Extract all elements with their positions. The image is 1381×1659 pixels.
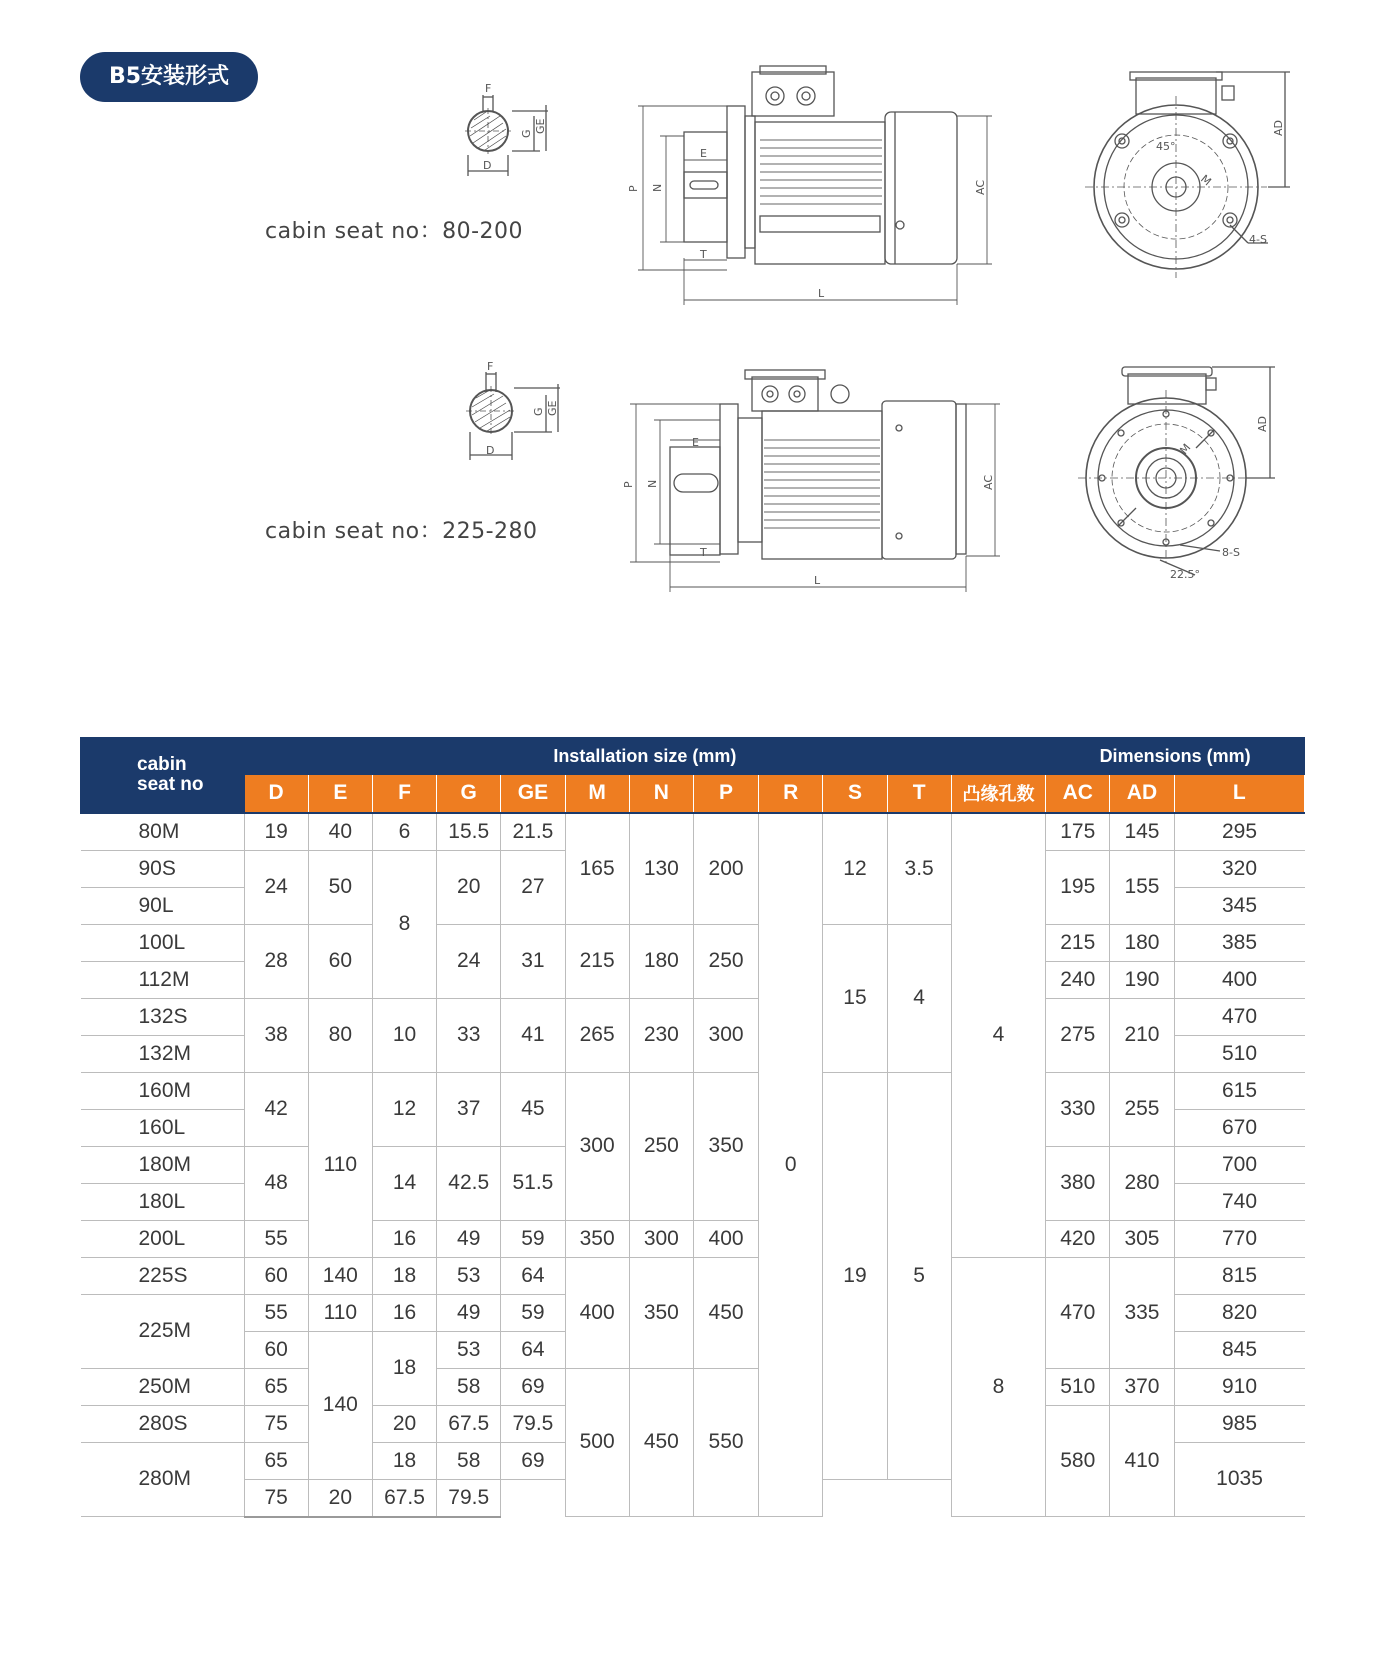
motor-fins-1: [760, 140, 882, 204]
cell-AC: 580: [1046, 1405, 1110, 1517]
cell-S: 15: [823, 924, 887, 1072]
model-132M: 132M: [81, 1035, 245, 1072]
cell-AD: 180: [1110, 924, 1174, 961]
label-M-1: M: [1198, 172, 1214, 189]
cell-G: 58: [437, 1442, 501, 1479]
col-header-F: F: [372, 775, 436, 813]
cell-M: 400: [565, 1257, 629, 1368]
cell-GE: 69: [501, 1442, 565, 1479]
cell-P: 450: [693, 1257, 758, 1368]
cell-GE: 31: [501, 924, 565, 998]
cell-F: 14: [372, 1146, 436, 1220]
label-D-1: D: [483, 159, 492, 172]
label-P-2: P: [622, 481, 635, 488]
cell-F: 10: [372, 998, 436, 1072]
cell-L: 385: [1174, 924, 1304, 961]
dimension-table: [80, 737, 1305, 1518]
label-GE-1: GE: [534, 118, 547, 134]
motor-front-view-1: [1085, 72, 1290, 278]
cell-GE: 45: [501, 1072, 565, 1146]
model-column-header: cabin seat no: [81, 738, 245, 813]
cell-G: 15.5: [437, 813, 501, 851]
caption-drawing-1: cabin seat no：80-200: [265, 219, 524, 244]
cell-AC: 420: [1046, 1220, 1110, 1257]
cell-GE: 59: [501, 1294, 565, 1331]
model-225S: 225S: [81, 1257, 245, 1294]
label-holes-1: 4-S: [1249, 233, 1267, 246]
col-header-N: N: [629, 775, 693, 813]
motor-fins-2: [764, 440, 880, 528]
col-header-AD: AD: [1110, 775, 1174, 813]
cell-D: 55: [244, 1220, 308, 1257]
cell-P: 550: [693, 1368, 758, 1517]
model-280M: 280M: [81, 1442, 245, 1517]
cell-M: 350: [565, 1220, 629, 1257]
cell-N: 130: [629, 813, 693, 925]
caption-drawing-2: cabin seat no：225-280: [265, 519, 538, 544]
label-D-2: D: [486, 444, 495, 457]
col-header-GE: GE: [501, 775, 565, 813]
cell-G: 37: [437, 1072, 501, 1146]
label-G-1: G: [520, 129, 533, 138]
cell-D: 38: [244, 998, 308, 1072]
cell-D: 75: [244, 1479, 308, 1517]
label-holes-2: 8-S: [1222, 546, 1240, 559]
col-header-R: R: [759, 775, 823, 813]
cell-T: 3.5: [887, 813, 951, 925]
model-250M: 250M: [81, 1368, 245, 1405]
cell-D: 75: [244, 1405, 308, 1442]
cell-L: 910: [1174, 1368, 1304, 1405]
cell-D: 24: [244, 850, 308, 924]
label-F-2: F: [487, 360, 494, 373]
cell-N: 450: [629, 1368, 693, 1517]
cell-D: 60: [244, 1331, 308, 1368]
cell-F: 16: [372, 1294, 436, 1331]
label-L-2: L: [814, 574, 821, 587]
cell-M: 300: [565, 1072, 629, 1220]
dimension-lines-2: [630, 404, 1000, 592]
label-AD-2: AD: [1256, 416, 1269, 432]
cell-AD: 280: [1110, 1146, 1174, 1220]
cell-T: 5: [887, 1072, 951, 1479]
cell-D: 55: [244, 1294, 308, 1331]
cell-M: 215: [565, 924, 629, 998]
cell-GE: 64: [501, 1331, 565, 1368]
cell-GE: 79.5: [437, 1479, 501, 1517]
cell-L: 845: [1174, 1331, 1304, 1368]
cell-N: 230: [629, 998, 693, 1072]
cell-AC: 215: [1046, 924, 1110, 961]
cell-L: 770: [1174, 1220, 1304, 1257]
cell-AC: 175: [1046, 813, 1110, 851]
cell-AC: 330: [1046, 1072, 1110, 1146]
cell-P: 350: [693, 1072, 758, 1220]
cell-N: 180: [629, 924, 693, 998]
cell-F: 6: [372, 813, 436, 851]
cell-D: 65: [244, 1442, 308, 1479]
cell-L: 400: [1174, 961, 1304, 998]
cell-AD: 335: [1110, 1257, 1174, 1368]
cell-G: 24: [437, 924, 501, 998]
cell-AD: 410: [1110, 1405, 1174, 1517]
label-AD-1: AD: [1272, 120, 1285, 136]
cell-G: 53: [437, 1331, 501, 1368]
cell-GE: 79.5: [501, 1405, 565, 1442]
cell-GE: 69: [501, 1368, 565, 1405]
cell-F: 18: [372, 1257, 436, 1294]
cell-AC: 195: [1046, 850, 1110, 924]
cell-T: 4: [887, 924, 951, 1072]
col-header-E: E: [308, 775, 372, 813]
label-T-1: T: [700, 248, 707, 261]
model-80M: 80M: [81, 813, 245, 851]
cell-AC: 275: [1046, 998, 1110, 1072]
col-header-G: G: [437, 775, 501, 813]
label-L-1: L: [818, 287, 825, 300]
model-280S: 280S: [81, 1405, 245, 1442]
model-225M: 225M: [81, 1294, 245, 1368]
label-E-2: E: [692, 436, 699, 449]
label-angle-2: 22.5°: [1170, 568, 1200, 581]
cell-S: 19: [823, 1072, 887, 1479]
cell-F: 18: [372, 1331, 436, 1405]
label-F-1: F: [485, 82, 492, 95]
motor-side-view-1: [684, 66, 957, 264]
mounting-type-badge: B5安装形式: [80, 52, 258, 102]
model-180M: 180M: [81, 1146, 245, 1183]
cell-E: 40: [308, 813, 372, 851]
cell-F: 12: [372, 1072, 436, 1146]
cell-L: 670: [1174, 1109, 1304, 1146]
model-132S: 132S: [81, 998, 245, 1035]
label-G-2: G: [532, 407, 545, 416]
cell-D: 65: [244, 1368, 308, 1405]
cell-D: 48: [244, 1146, 308, 1220]
cell-GE: 27: [501, 850, 565, 924]
model-90L: 90L: [81, 887, 245, 924]
label-N-2: N: [646, 479, 659, 488]
cell-L: 740: [1174, 1183, 1304, 1220]
cell-M: 500: [565, 1368, 629, 1517]
shaft-section-1: [465, 95, 548, 176]
cell-F: 20: [372, 1405, 436, 1442]
label-P-1: P: [627, 185, 640, 192]
cell-G: 33: [437, 998, 501, 1072]
label-AC-2: AC: [982, 474, 995, 490]
cell-P: 200: [693, 813, 758, 925]
cell-E: 60: [308, 924, 372, 998]
cell-R: 0: [759, 813, 823, 1517]
cell-E: 110: [308, 1072, 372, 1257]
col-header-S: S: [823, 775, 887, 813]
technical-drawings: [0, 0, 1381, 640]
model-200L: 200L: [81, 1220, 245, 1257]
col-header-flange-holes: 凸缘孔数: [951, 775, 1045, 813]
cell-AC: 510: [1046, 1368, 1110, 1405]
cell-F: 18: [372, 1442, 436, 1479]
model-180L: 180L: [81, 1183, 245, 1220]
col-header-P: P: [693, 775, 758, 813]
col-header-D: D: [244, 775, 308, 813]
cell-S: 12: [823, 813, 887, 925]
cell-flange-holes: 4: [951, 813, 1045, 1258]
cell-G: 20: [437, 850, 501, 924]
model-90S: 90S: [81, 850, 245, 887]
cell-D: 28: [244, 924, 308, 998]
cell-F: 16: [372, 1220, 436, 1257]
cell-N: 300: [629, 1220, 693, 1257]
dimensions-header: Dimensions (mm): [1046, 738, 1305, 775]
col-header-AC: AC: [1046, 775, 1110, 813]
cell-L: 615: [1174, 1072, 1304, 1109]
label-AC-1: AC: [974, 179, 987, 195]
cell-P: 250: [693, 924, 758, 998]
cell-AD: 145: [1110, 813, 1174, 851]
cell-flange-holes: 8: [951, 1257, 1045, 1517]
label-E-1: E: [700, 147, 707, 160]
cell-AC: 470: [1046, 1257, 1110, 1368]
cell-E: 50: [308, 850, 372, 924]
cell-GE: 21.5: [501, 813, 565, 851]
cell-G: 42.5: [437, 1146, 501, 1220]
cell-GE: 64: [501, 1257, 565, 1294]
cell-L: 470: [1174, 998, 1304, 1035]
cell-AD: 190: [1110, 961, 1174, 998]
cell-G: 49: [437, 1220, 501, 1257]
cell-G: 53: [437, 1257, 501, 1294]
cell-N: 250: [629, 1072, 693, 1220]
cell-AD: 305: [1110, 1220, 1174, 1257]
cell-E: 140: [308, 1331, 372, 1479]
cell-L: 510: [1174, 1035, 1304, 1072]
model-100L: 100L: [81, 924, 245, 961]
model-160L: 160L: [81, 1109, 245, 1146]
cell-L: 985: [1174, 1405, 1304, 1442]
cell-L: 320: [1174, 850, 1304, 887]
model-112M: 112M: [81, 961, 245, 998]
dimension-lines-1: [638, 106, 992, 305]
cell-AD: 155: [1110, 850, 1174, 924]
cell-F: 8: [372, 850, 436, 998]
col-header-T: T: [887, 775, 951, 813]
label-N-1: N: [651, 183, 664, 192]
motor-front-view-2: [1078, 367, 1275, 575]
cell-P: 400: [693, 1220, 758, 1257]
cell-F: 20: [308, 1479, 372, 1517]
cell-L: 295: [1174, 813, 1304, 851]
col-header-M: M: [565, 775, 629, 813]
installation-size-header: Installation size (mm): [244, 738, 1046, 775]
cell-M: 165: [565, 813, 629, 925]
label-M-2: M: [1177, 441, 1194, 457]
cell-E: 110: [308, 1294, 372, 1331]
cell-G: 67.5: [372, 1479, 436, 1517]
cell-D: 19: [244, 813, 308, 851]
cell-D: 42: [244, 1072, 308, 1146]
cell-L: 1035: [1174, 1442, 1304, 1517]
cell-L: 820: [1174, 1294, 1304, 1331]
label-T-2: T: [700, 546, 707, 559]
label-angle-1: 45°: [1156, 140, 1176, 153]
model-160M: 160M: [81, 1072, 245, 1109]
cell-P: 300: [693, 998, 758, 1072]
cell-L: 815: [1174, 1257, 1304, 1294]
cell-G: 58: [437, 1368, 501, 1405]
cell-M: 265: [565, 998, 629, 1072]
cell-GE: 51.5: [501, 1146, 565, 1220]
cell-G: 49: [437, 1294, 501, 1331]
cell-D: 60: [244, 1257, 308, 1294]
label-GE-2: GE: [546, 400, 559, 416]
cell-L: 700: [1174, 1146, 1304, 1183]
cell-GE: 59: [501, 1220, 565, 1257]
col-header-L: L: [1174, 775, 1304, 813]
cell-AC: 240: [1046, 961, 1110, 998]
cell-GE: 41: [501, 998, 565, 1072]
cell-N: 350: [629, 1257, 693, 1368]
cell-E: 80: [308, 998, 372, 1072]
cell-AC: 380: [1046, 1146, 1110, 1220]
cell-L: 345: [1174, 887, 1304, 924]
cell-AD: 210: [1110, 998, 1174, 1072]
cell-G: 67.5: [437, 1405, 501, 1442]
cell-E: 140: [308, 1257, 372, 1294]
cell-AD: 370: [1110, 1368, 1174, 1405]
cell-AD: 255: [1110, 1072, 1174, 1146]
